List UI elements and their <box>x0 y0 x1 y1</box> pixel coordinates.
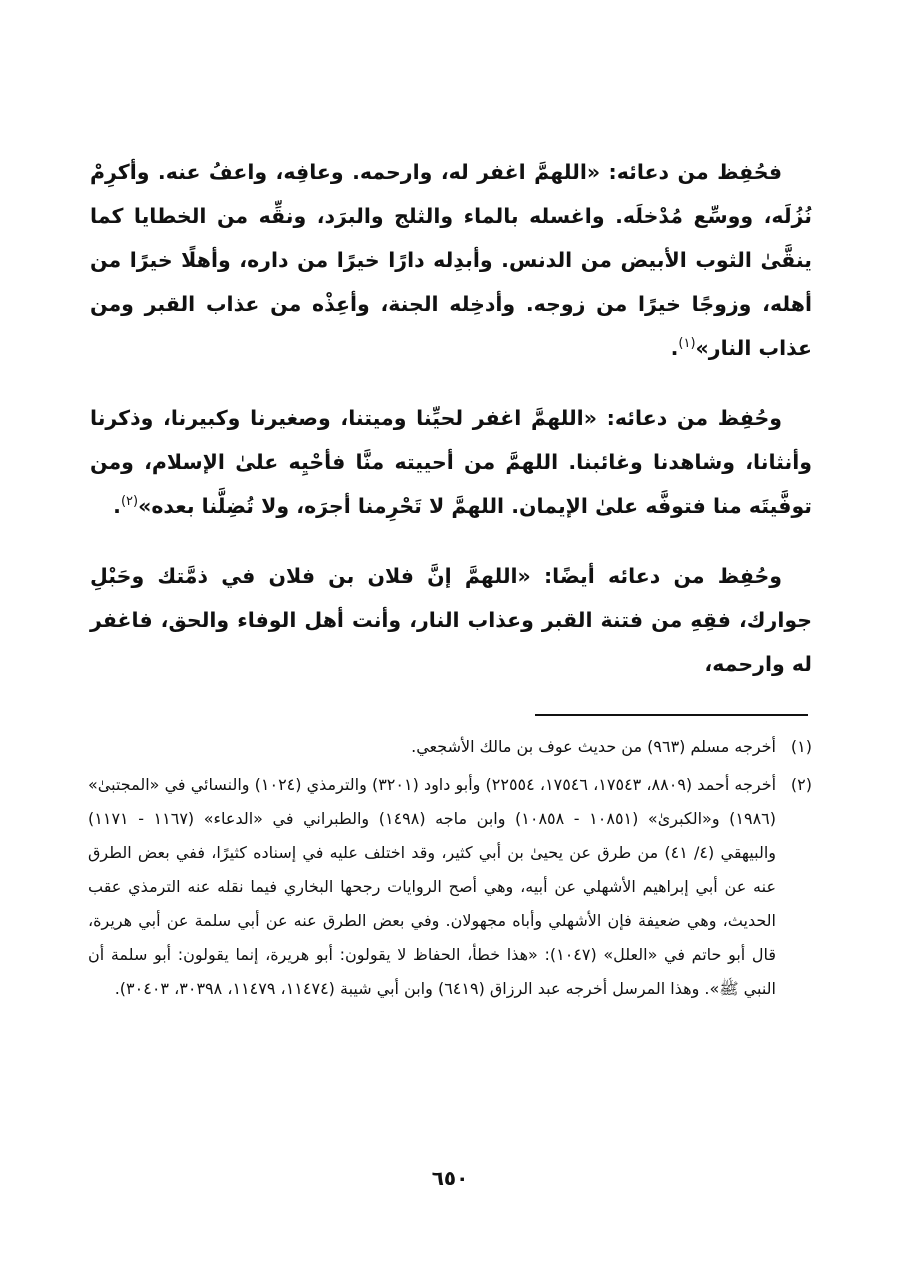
paragraph-1 <box>90 150 812 370</box>
footnote-divider <box>535 714 808 716</box>
paragraph-3-text: وحُفِظ من دعائه أيضًا: «اللهمَّ إنَّ فلان بن فلان في ذمَّتك وحَبْلِ جوارك، فقِهِ من فتنة القبر وعذاب النار، وأنت أهل الوفاء والحق، فاغفر له وارحمه، <box>90 564 812 676</box>
main-text <box>90 150 812 712</box>
footnote-1-number: (١) <box>790 737 812 756</box>
footnote-1 <box>88 730 812 764</box>
page-number: ٦٥٠ <box>431 1166 469 1190</box>
footnote-ref-1[interactable]: (١) <box>678 336 696 352</box>
footnote-1-text: أخرجه مسلم (٩٦٣) من حديث عوف بن مالك الأشجعي. <box>411 737 776 756</box>
footnotes <box>88 730 812 1010</box>
paragraph-2-text: وحُفِظ من دعائه: «اللهمَّ اغفر لحيِّنا وميتنا، وصغيرنا وكبيرنا، وذكرنا وأنثانا، وشاهدنا وغائبنا. اللهمَّ من أحييته منَّا فأحْيِه علىٰ الإسلام، ومن توفَّيتَه منا فتوفَّه علىٰ الإيمان. اللهمَّ لا تَحْرِمنا أجرَه، ولا تُضِلَّنا بعده» <box>90 406 812 518</box>
footnote-ref-2[interactable]: (٢) <box>120 494 139 510</box>
paragraph-2 <box>90 396 812 528</box>
footnote-2-text: أخرجه أحمد (٨٨٠٩، ١٧٥٤٣، ١٧٥٤٦، ٢٢٥٥٤) وأبو داود (٣٢٠١) والترمذي (١٠٢٤) والنسائي في «المجتبىٰ» (١٩٨٦) و«الكبرىٰ» (١٠٨٥١ - ١٠٨٥٨) وابن ماجه (١٤٩٨) والطبراني في «الدعاء» (١١٦٧ - ١١٧١) والبيهقي (٤/ ٤١) من طرق عن يحيىٰ بن أبي كثير، وقد اختلف عليه في إسناده كثيرًا، ففي بعض الطرق عنه عن أبي إبراهيم الأشهلي عن أبيه، وهي أصح الروايات رجحها البخاري فيما نقله عنه الترمذي عقب الحديث، وهي ضعيفة فإن الأشهلي وأباه مجهولان. وفي بعض الطرق عنه عن أبي سلمة عن أبي هريرة، قال أبو حاتم في «العلل» (١٠٤٧): «هذا خطأ، الحفاظ لا يقولون: أبو هريرة، إنما يقولون: أبو سلمة أن النبي ﷺ». وهذا المرسل أخرجه عبد الرزاق (٦٤١٩) وابن أبي شيبة (١١٤٧٤، ١١٤٧٩، ٣٠٣٩٨، ٣٠٤٠٣). <box>88 775 777 998</box>
footnote-2 <box>88 768 812 1006</box>
footnote-2-number: (٢) <box>790 775 812 794</box>
paragraph-1-text: فحُفِظ من دعائه: «اللهمَّ اغفر له، وارحمه. وعافِه، واعفُ عنه. وأكرِمْ نُزُلَه، ووسِّع مُدْخلَه. واغسله بالماء والثلج والبرَد، ونقِّه من الخطايا كما ينقَّىٰ الثوب الأبيض من الدنس. وأبدِله دارًا خيرًا من داره، وأهلًا خيرًا من أهله، وزوجًا خيرًا من زوجه. وأدخِله الجنة، وأعِذْه من عذاب القبر ومن عذاب النار» <box>90 160 812 360</box>
paragraph-2-end: . <box>113 494 121 518</box>
paragraph-3 <box>90 554 812 686</box>
paragraph-1-end: . <box>670 336 679 360</box>
